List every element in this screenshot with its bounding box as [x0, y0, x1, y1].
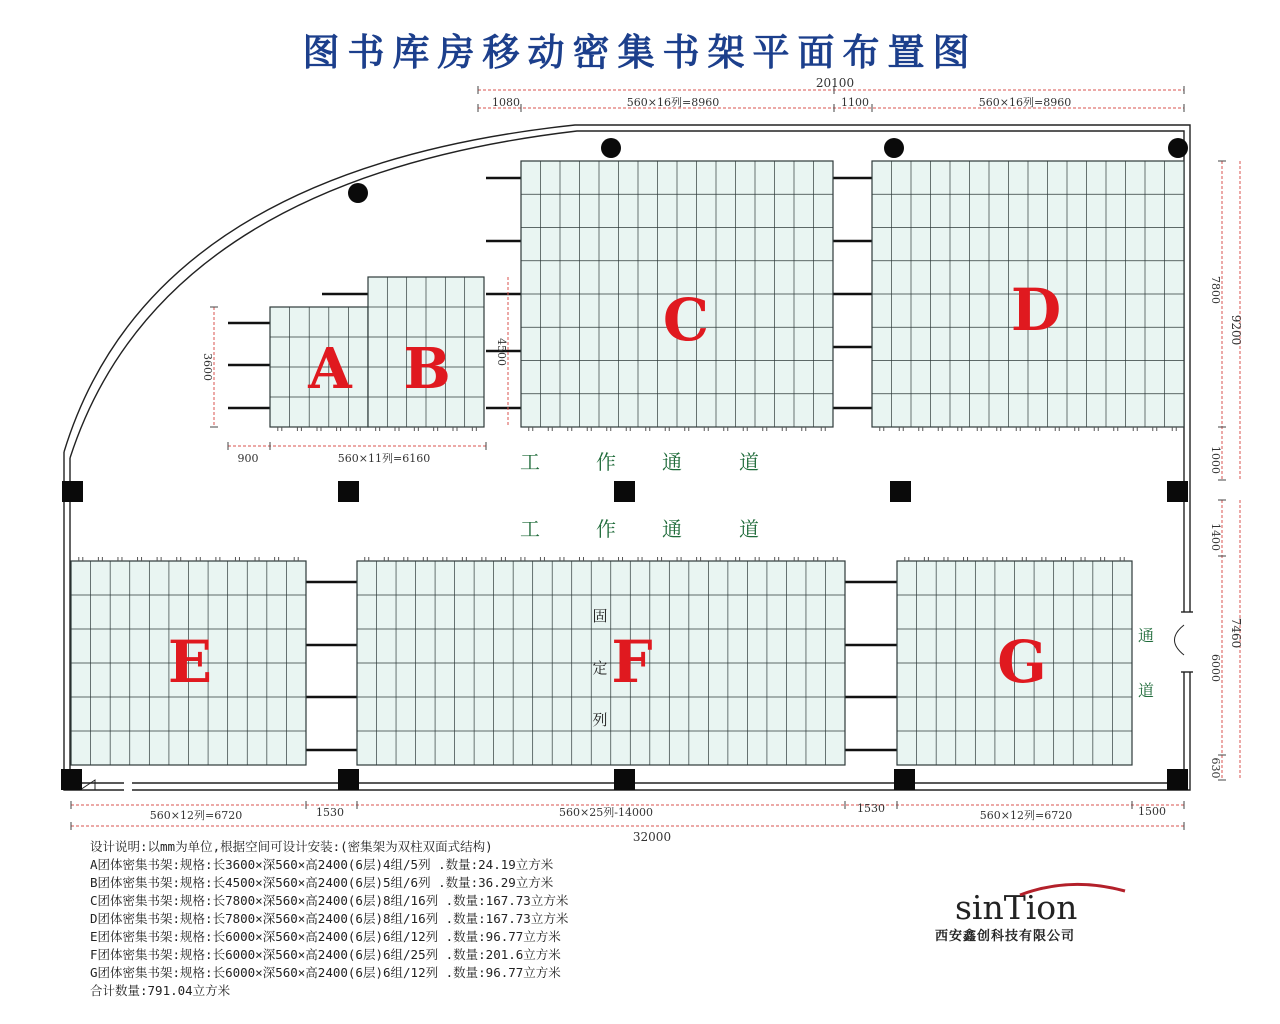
- dim-top-d-width: 560×16列=8960: [978, 96, 1072, 109]
- dim-right-aisle-upper: 1000: [1209, 446, 1222, 474]
- note-line: B团体密集书架:规格:长4500×深560×高2400(6层)5组/6列 .数量:36.29立方米: [90, 875, 554, 890]
- svg-text:道: 道: [1137, 681, 1155, 700]
- dim-b-depth: 4500: [495, 338, 508, 366]
- square-column: [62, 481, 83, 502]
- logo-swoosh-icon: [1015, 882, 1175, 896]
- design-notes: [90, 838, 568, 1000]
- svg-text:通: 通: [662, 450, 682, 474]
- svg-text:道: 道: [739, 517, 759, 541]
- dim-top-c-width: 560×16列=8960: [626, 96, 720, 109]
- dim-top-gap: 1100: [841, 96, 869, 109]
- block-label-c: C: [662, 286, 710, 354]
- svg-text:定: 定: [592, 659, 608, 677]
- block-label-a: A: [308, 336, 352, 402]
- note-line: 合计数量:791.04立方米: [90, 983, 231, 998]
- dim-bottom-e-width: 560×12列=6720: [149, 809, 243, 822]
- square-column: [614, 769, 635, 790]
- square-column: [894, 769, 915, 790]
- logo-company-name: 西安鑫创科技有限公司: [935, 929, 1076, 944]
- dim-right-lower-total: 7460: [1229, 617, 1243, 649]
- svg-text:通: 通: [662, 517, 682, 541]
- square-column: [338, 769, 359, 790]
- square-column: [1167, 769, 1188, 790]
- dim-bottom-total: 32000: [632, 830, 672, 844]
- dim-bottom-f-width: 560×25列-14000: [559, 806, 653, 819]
- dim-top-left-offset: 1080: [492, 96, 520, 109]
- dim-a-depth: 3600: [201, 353, 214, 381]
- note-line: E团体密集书架:规格:长6000×深560×高2400(6层)6组/12列 .数量:96.77立方米: [90, 929, 561, 944]
- block-label-e: E: [167, 628, 213, 696]
- square-column: [614, 481, 635, 502]
- square-column: [1167, 481, 1188, 502]
- dim-top-total: 20100: [815, 76, 855, 90]
- dim-bottom-right-offset: 1500: [1138, 805, 1166, 818]
- note-line: D团体密集书架:规格:长7800×深560×高2400(6层)8组/16列 .数量:167.73立方米: [90, 911, 569, 926]
- side-aisle-label: 通: [1137, 626, 1155, 645]
- note-line: A团体密集书架:规格:长3600×深560×高2400(6层)4组/5列 .数量:24.19立方米: [90, 857, 554, 872]
- svg-text:作: 作: [596, 517, 616, 541]
- round-column: [1168, 138, 1188, 158]
- svg-text:固: 固: [592, 607, 608, 625]
- dim-ab-left-offset: 900: [237, 452, 259, 465]
- svg-text:作: 作: [596, 450, 616, 474]
- dim-bottom-g-width: 560×12列=6720: [979, 809, 1073, 822]
- dim-bottom-gap-2: 1530: [857, 802, 885, 815]
- dim-bottom-right-small: 630: [1209, 757, 1222, 779]
- company-logo: [935, 888, 1115, 944]
- block-label-d: D: [1010, 276, 1062, 344]
- block-label-b: B: [403, 336, 451, 402]
- page-title: 图书库房移动密集书架平面布置图: [302, 30, 978, 74]
- note-line: G团体密集书架:规格:长6000×深560×高2400(6层)6组/12列 .数量:96.77立方米: [90, 965, 561, 980]
- svg-text:道: 道: [739, 450, 759, 474]
- block-label-g: G: [997, 628, 1047, 696]
- dim-bottom-gap-1: 1530: [316, 806, 344, 819]
- dim-ab-width: 560×11列=6160: [337, 452, 431, 465]
- dim-right-aisle-lower: 1400: [1209, 523, 1222, 551]
- work-aisle-upper: 工: [520, 450, 540, 474]
- square-column: [338, 481, 359, 502]
- note-line: F团体密集书架:规格:长6000×深560×高2400(6层)6组/25列 .数量:201.6立方米: [90, 947, 561, 962]
- square-column: [890, 481, 911, 502]
- block-label-f: F: [611, 628, 653, 696]
- dim-right-upper-total: 9200: [1229, 314, 1243, 346]
- svg-text:列: 列: [592, 711, 608, 729]
- work-aisle-lower: 工: [520, 517, 540, 541]
- note-line: 设计说明:以mm为单位,根据空间可设计安装:(密集架为双柱双面式结构): [90, 839, 493, 854]
- dim-cd-depth: 7800: [1209, 276, 1222, 304]
- round-column: [884, 138, 904, 158]
- square-column: [61, 769, 82, 790]
- round-column: [601, 138, 621, 158]
- logo-brand: sinTion: [955, 888, 1078, 927]
- round-column: [348, 183, 368, 203]
- dim-door-section: 6000: [1209, 654, 1222, 682]
- note-line: C团体密集书架:规格:长7800×深560×高2400(6层)8组/16列 .数量:167.73立方米: [90, 893, 569, 908]
